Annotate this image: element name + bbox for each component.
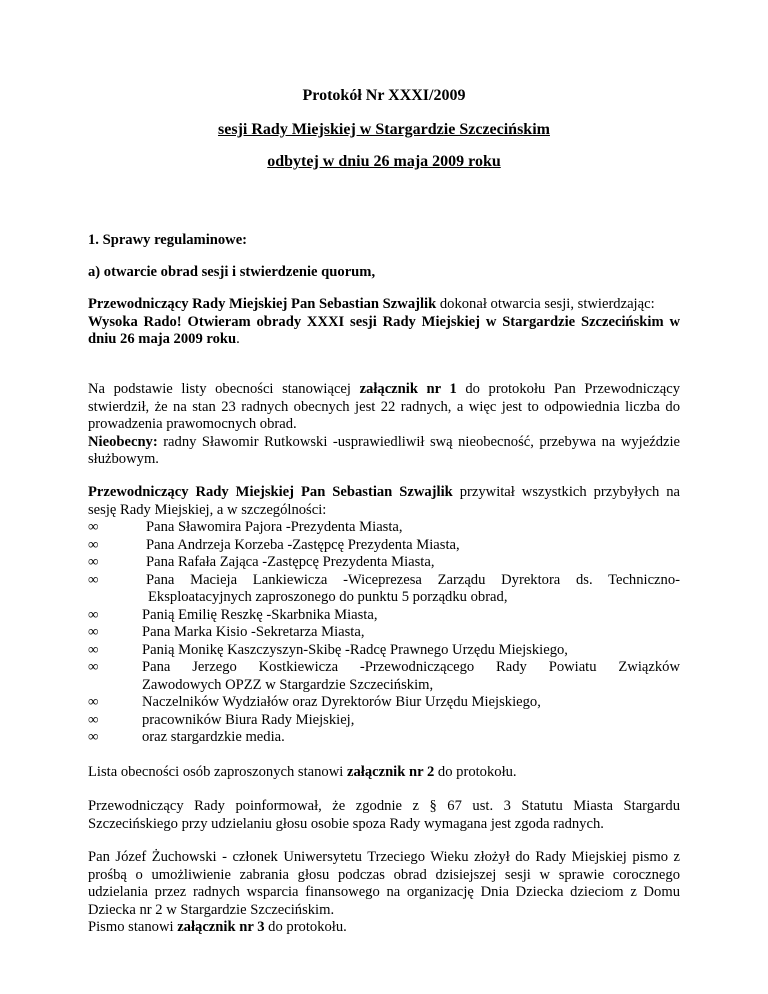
section-heading: 1. Sprawy regulaminowe: <box>88 232 248 248</box>
infinity-bullet-icon: ∞ <box>88 712 99 728</box>
list-item-text: Panią Monikę Kaszczyszyn-Skibę -Radcę Prawnego Urzędu Miejskiego, <box>142 642 568 658</box>
opening-text: dokonał otwarcia sesji, stwierdzając: <box>436 296 655 312</box>
session-subtitle: sesji Rady Miejskiej w Stargardzie Szczecińskim <box>218 121 550 138</box>
letter-text: Pan Józef Żuchowski - członek Uniwersytetu Trzeciego Wieku złożył do Rady Miejskiej pismo z prośbą o umożliwienie zabrania głosu podczas obrad dzisiejszej sesji w sprawie corocznego udzielania przez radnych wsparcia finansowego na organizację Dnia Dziecka dzieciom z Domu Dziecka nr 2 w Stargardzie Szczecińskim. <box>88 849 680 918</box>
welcome-paragraph <box>88 484 680 519</box>
infinity-bullet-icon: ∞ <box>88 519 99 535</box>
list-text: Lista obecności osób zaproszonych stanowi <box>88 764 347 780</box>
absent-label: Nieobecny: <box>88 433 158 450</box>
infinity-bullet-icon: ∞ <box>88 537 99 553</box>
list-item-text: pracowników Biura Rady Miejskiej, <box>142 712 355 728</box>
speaker-name: Przewodniczący Rady Miejskiej Pan Sebastian Szwajlik <box>88 484 453 500</box>
infinity-bullet-icon: ∞ <box>88 572 99 588</box>
attendance-paragraph <box>88 381 680 469</box>
attachment-ref: załącznik nr 3 <box>177 919 265 935</box>
list-item-text: oraz stargardzkie media. <box>142 729 285 745</box>
list-item-text: Pana Sławomira Pajora -Prezydenta Miasta, <box>146 519 403 535</box>
attendance-text: Na podstawie listy obecności stanowiącej <box>88 381 360 397</box>
infinity-bullet-icon: ∞ <box>88 729 99 745</box>
infinity-bullet-icon: ∞ <box>88 624 99 640</box>
infinity-bullet-icon: ∞ <box>88 642 99 658</box>
list-item-text: Pana Macieja Lankiewicza -Wiceprezesa Zarządu Dyrektora ds. Techniczno- <box>146 572 680 588</box>
letter-attachment-end: do protokołu. <box>264 919 347 935</box>
list-item-text: Pana Marka Kisio -Sekretarza Miasta, <box>142 624 365 640</box>
list-item-text: Panią Emilię Reszkę -Skarbnika Miasta, <box>142 607 378 623</box>
infinity-bullet-icon: ∞ <box>88 659 99 675</box>
absent-text: radny Sławomir Rutkowski -usprawiedliwił swą nieobecność, przebywa na wyjeździe służbowym. <box>88 433 680 467</box>
attendance-list-paragraph <box>88 764 680 782</box>
welcome-text: przywitał wszystkich przybyłych na sesję Rady Miejskiej, a w szczególności: <box>88 484 680 518</box>
list-text-end: do protokołu. <box>434 764 517 780</box>
opening-paragraph <box>88 296 680 349</box>
attendance-text-cont: do protokołu Pan Przewodniczący stwierdził, że na stan 23 radnych obecnych jest 22 radnych, a więc jest to odpowiednia liczba do prowadzenia prawomocnych obrad. <box>88 381 681 432</box>
attachment-ref: załącznik nr 2 <box>346 764 435 780</box>
statute-text: Przewodniczący Rady poinformował, że zgodnie z § 67 ust. 3 Statutu Miasta Stargardu Szczecińskiego przy udzielaniu głosu osobie spoza Rady wymagana jest zgoda radnych. <box>88 798 680 832</box>
list-item-text: Pana Jerzego Kostkiewicza -Przewodniczącego Rady Powiatu Związków <box>142 659 680 675</box>
quote-end: . <box>236 331 240 347</box>
infinity-bullet-icon: ∞ <box>88 694 99 710</box>
letter-attachment-text: Pismo stanowi <box>88 919 178 935</box>
attachment-ref: załącznik nr 1 <box>359 381 457 397</box>
list-item-text: Pana Andrzeja Korzeba -Zastępcę Prezydenta Miasta, <box>146 537 460 553</box>
infinity-bullet-icon: ∞ <box>88 607 99 623</box>
infinity-bullet-icon: ∞ <box>88 554 99 570</box>
list-item-text: Eksploatacyjnych zaproszonego do punktu 5 porządku obrad, <box>148 589 508 605</box>
statute-paragraph <box>88 798 680 833</box>
protocol-title: Protokół Nr XXXI/2009 <box>302 87 466 104</box>
list-item-text: Naczelników Wydziałów oraz Dyrektorów Biur Urzędu Miejskiego, <box>142 694 541 710</box>
list-item-text: Pana Rafała Zająca -Zastępcę Prezydenta Miasta, <box>146 554 435 570</box>
opening-quote: Wysoka Rado! Otwieram obrady XXXI sesji Rady Miejskiej w Stargardzie Szczecińskim w dniu 26 maja 2009 roku <box>88 313 680 347</box>
list-item-text: Zawodowych OPZZ w Stargardzie Szczecińskim, <box>142 677 434 693</box>
subsection-heading: a) otwarcie obrad sesji i stwierdzenie quorum, <box>88 264 376 280</box>
letter-paragraph <box>88 849 680 937</box>
speaker-name: Przewodniczący Rady Miejskiej Pan Sebastian Szwajlik <box>88 296 437 312</box>
session-date: odbytej w dniu 26 maja 2009 roku <box>267 153 501 170</box>
